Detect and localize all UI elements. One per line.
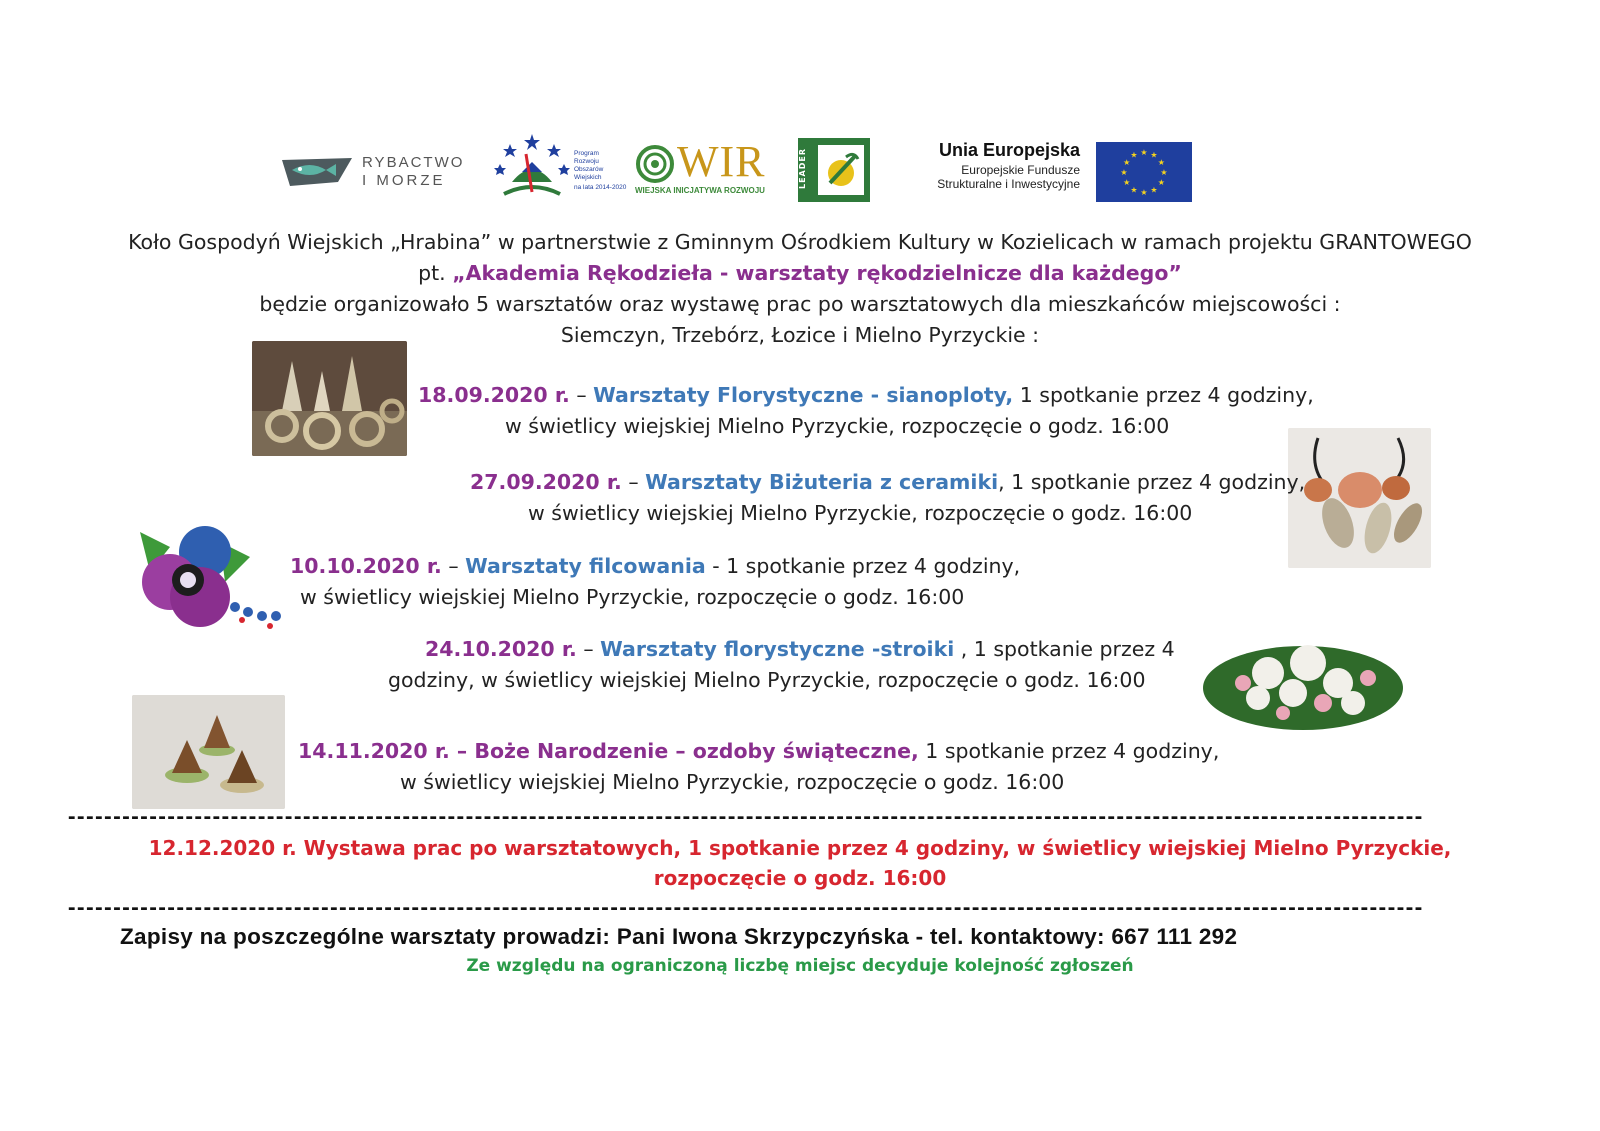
workshop-5-date: 14.11.2020 r. – [298, 739, 475, 763]
eu-star-icon: ★ [1150, 150, 1158, 160]
workshop-5-rest: 1 spotkanie przez 4 godziny, [918, 739, 1220, 763]
fish-boat-icon [280, 152, 360, 192]
prow-line-3: Obszarów [574, 166, 604, 173]
exhibition-line-1: 12.12.2020 r. Wystawa prac po warsztatowych, 1 spotkanie przez 4 godziny, w świetlicy wiejskiej Mielno Pyrzyckie, [148, 836, 1452, 860]
eu-stars-icon [1096, 142, 1192, 202]
wir-swirl-icon [635, 144, 675, 184]
flower-arrangement-image [1198, 618, 1408, 743]
wir-logo [635, 137, 785, 200]
photo-filc [130, 512, 290, 642]
workshop-1-rest: 1 spotkanie przez 4 godziny, [1013, 383, 1314, 407]
workshop-2-sep: – [621, 470, 646, 494]
eu-star-icon: ★ [1140, 188, 1148, 197]
divider-bottom: ------------------------------------------------------------------------------------------------------------------------------------------------------ [66, 897, 1422, 919]
workshop-2-title: Warsztaty Biżuteria z ceramiki [645, 470, 999, 494]
leader-emblem-icon [816, 143, 866, 197]
eu-flag [1096, 142, 1192, 202]
eu-star-icon: ★ [1157, 158, 1165, 167]
intro-line-4: Siemczyn, Trzebórz, Łozice i Mielno Pyrzyckie : [560, 323, 1040, 347]
workshop-3-date: 10.10.2020 r. [290, 554, 442, 578]
workshop-4-title: Warsztaty florystyczne -stroiki [600, 637, 955, 661]
workshop-4 [425, 637, 1175, 661]
eu-star-icon: ★ [1123, 178, 1131, 187]
wir-subtitle: WIEJSKA INICJATYWA ROZWOJU [635, 186, 765, 195]
eu-star-icon: ★ [1120, 168, 1128, 177]
photo-stroiki [1198, 618, 1408, 743]
eu-title: Unia Europejska [938, 140, 1080, 160]
workshop-2 [470, 470, 1305, 494]
workshop-3-sep: – [441, 554, 466, 578]
eu-line1: Europejskie Fundusze [961, 163, 1080, 177]
workshop-5-title: Boże Narodzenie – ozdoby świąteczne, [474, 739, 919, 763]
photo-ceramika [1288, 428, 1431, 568]
workshop-3-title: Warsztaty filcowania [465, 554, 706, 578]
prow-emblem-icon [492, 132, 572, 202]
eu-text-logo [880, 140, 1080, 200]
rybactwo-line2: I MORZE [362, 172, 446, 189]
eu-star-icon: ★ [1123, 158, 1131, 167]
workshop-4-sep: – [576, 637, 601, 661]
intro-line-2 [0, 261, 1600, 285]
prow-line-1: Program [574, 150, 599, 157]
intro-prefix: pt. [418, 261, 453, 285]
eu-star-icon: ★ [1157, 178, 1165, 187]
eu-star-icon: ★ [1130, 150, 1138, 160]
workshop-2-rest: , 1 spotkanie przez 4 godziny, [998, 470, 1306, 494]
ceramic-jewelry-image [1288, 428, 1431, 568]
workshop-2-location: w świetlicy wiejskiej Mielno Pyrzyckie, rozpoczęcie o godz. 16:00 [528, 501, 1193, 525]
logo-bar [280, 132, 1220, 207]
leader-logo [798, 138, 870, 202]
signup-line: Zapisy na poszczególne warsztaty prowadzi: Pani Iwona Skrzypczyńska - tel. kontaktowy: 667 111 292 [120, 924, 1238, 949]
felt-flower-image [130, 512, 290, 642]
intro-line-3: będzie organizowało 5 warsztatów oraz wystawę prac po warsztatowych dla mieszkańców miejscowości : [259, 292, 1341, 316]
workshop-1-title: Warsztaty Florystyczne - sianoploty, [593, 383, 1014, 407]
rybactwo-line1: RYBACTWO [362, 154, 465, 171]
workshop-1 [418, 383, 1314, 407]
hay-wreaths-image [252, 341, 407, 456]
eu-star-icon: ★ [1130, 185, 1138, 195]
leader-label: LEADER [798, 147, 808, 190]
workshop-4-location: godziny, w świetlicy wiejskiej Mielno Pyrzyckie, rozpoczęcie o godz. 16:00 [388, 668, 1146, 692]
prow-logo [492, 132, 627, 204]
photo-sianoploty [252, 341, 407, 456]
wir-title: WIR [677, 137, 766, 186]
intro-line-1: Koło Gospodyń Wiejskich „Hrabina” w partnerstwie z Gminnym Ośrodkiem Kultury w Kozielicach w ramach projektu GRANTOWEGO [128, 230, 1472, 254]
eu-star-icon: ★ [1140, 148, 1148, 157]
prow-years: na lata 2014-2020 [574, 184, 627, 191]
signup-note: Ze względu na ograniczoną liczbę miejsc decyduje kolejność zgłoszeń [466, 956, 1134, 976]
workshop-5 [298, 739, 1219, 763]
photo-swieta [132, 695, 285, 809]
workshop-1-sep: – [569, 383, 594, 407]
workshop-3-rest: - 1 spotkanie przez 4 godziny, [705, 554, 1021, 578]
workshop-4-date: 24.10.2020 r. [425, 637, 577, 661]
pine-cones-image [132, 695, 285, 809]
workshop-5-location: w świetlicy wiejskiej Mielno Pyrzyckie, rozpoczęcie o godz. 16:00 [400, 770, 1065, 794]
workshop-3-location: w świetlicy wiejskiej Mielno Pyrzyckie, rozpoczęcie o godz. 16:00 [300, 585, 965, 609]
exhibition-line-2: rozpoczęcie o godz. 16:00 [653, 866, 947, 890]
workshop-4-rest: , 1 spotkanie przez 4 [954, 637, 1175, 661]
prow-line-2: Rozwoju [574, 158, 599, 165]
eu-star-icon: ★ [1160, 168, 1168, 177]
workshop-2-date: 27.09.2020 r. [470, 470, 622, 494]
eu-star-icon: ★ [1150, 185, 1158, 195]
workshop-3 [290, 554, 1020, 578]
project-title: „Akademia Rękodzieła - warsztaty rękodzielnicze dla każdego” [452, 261, 1182, 285]
rybactwo-logo [280, 152, 470, 192]
prow-line-4: Wiejskich [574, 174, 602, 181]
prow-text [574, 150, 626, 192]
workshop-1-location: w świetlicy wiejskiej Mielno Pyrzyckie, rozpoczęcie o godz. 16:00 [505, 414, 1170, 438]
divider-top: ------------------------------------------------------------------------------------------------------------------------------------------------------ [66, 806, 1422, 828]
eu-line2: Strukturalne i Inwestycyjne [937, 177, 1080, 191]
workshop-1-date: 18.09.2020 r. [418, 383, 570, 407]
